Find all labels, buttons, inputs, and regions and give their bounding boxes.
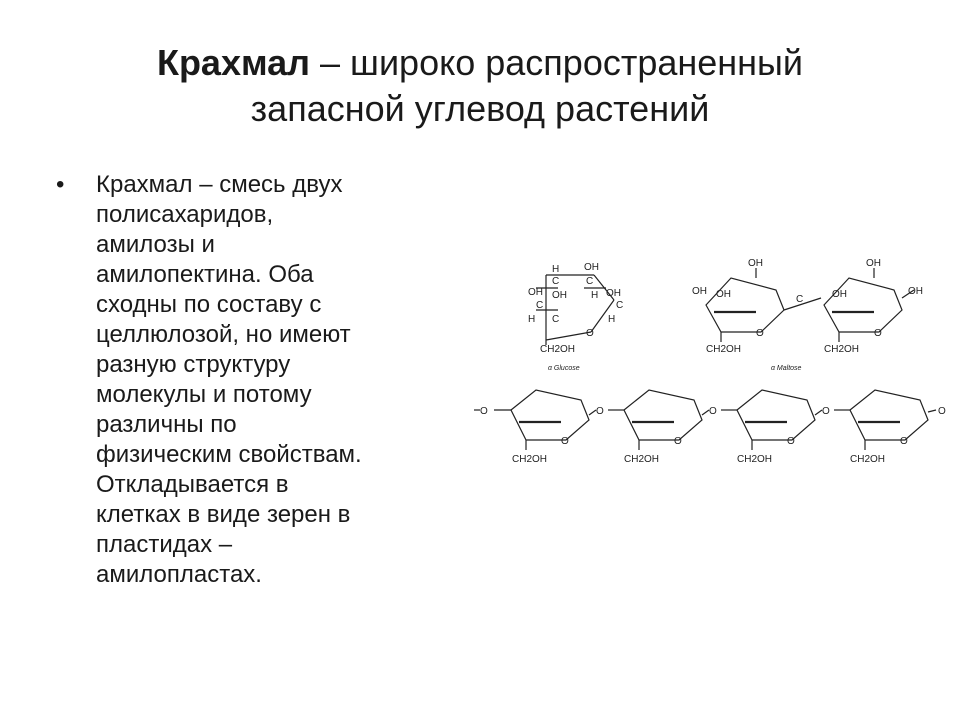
- group-label: OH: [832, 289, 847, 300]
- starch-structure-diagram: [466, 250, 956, 475]
- group-label: OH: [692, 286, 707, 297]
- group-label: CH2OH: [540, 344, 576, 355]
- atom-label: C: [552, 276, 560, 287]
- bullet-icon: •: [56, 171, 65, 198]
- atom-label: O: [480, 406, 488, 417]
- group-label: OH: [584, 262, 599, 273]
- caption-glucose: α Glucose: [548, 365, 580, 372]
- bullet-line: сходны по составу с: [96, 291, 322, 318]
- bullet-line: полисахаридов,: [96, 201, 274, 228]
- group-label: OH: [528, 287, 543, 298]
- title-rest: – широко распространенный: [310, 42, 804, 83]
- group-label: CH2OH: [737, 454, 773, 465]
- atom-label: O: [822, 406, 830, 417]
- atom-label: O: [874, 328, 882, 339]
- atom-label: C: [616, 300, 624, 311]
- amylose-chain: [474, 390, 936, 450]
- bullet-line: разную структуру: [96, 351, 291, 378]
- group-label: OH: [552, 290, 567, 301]
- group-label: OH: [866, 258, 881, 269]
- atom-label: O: [787, 436, 795, 447]
- caption-maltose: α Maltose: [771, 365, 802, 372]
- atom-label: C: [552, 314, 560, 325]
- atom-label: O: [596, 406, 604, 417]
- bullet-line: амилопектина. Оба: [96, 261, 314, 288]
- title-line-2: запасной углевод растений: [250, 88, 710, 129]
- group-label: CH2OH: [706, 344, 742, 355]
- bullet-line: целлюлозой, но имеют: [96, 321, 351, 348]
- group-label: CH2OH: [512, 454, 548, 465]
- atom-label: O: [561, 436, 569, 447]
- atom-label: O: [900, 436, 908, 447]
- group-label: CH2OH: [850, 454, 886, 465]
- atom-label: O: [674, 436, 682, 447]
- atom-label: O: [586, 328, 594, 339]
- bullet-line: молекулы и потому: [96, 381, 312, 408]
- atom-label: O: [709, 406, 717, 417]
- bullet-line: различны по: [96, 411, 237, 438]
- bullet-line: пластидах –: [96, 531, 233, 558]
- bullet-line: клетках в виде зерен в: [96, 501, 351, 528]
- atom-label: C: [586, 276, 594, 287]
- atom-label: H: [591, 290, 599, 301]
- slide-title: [0, 40, 960, 132]
- group-label: OH: [606, 288, 621, 299]
- bullet-text: [96, 170, 466, 590]
- bullet-line: физическим свойствам.: [96, 441, 362, 468]
- atom-label: H: [552, 264, 560, 275]
- atom-label: H: [528, 314, 536, 325]
- maltose-molecule: [706, 268, 914, 342]
- group-label: CH2OH: [624, 454, 660, 465]
- title-bold: Крахмал: [156, 42, 311, 83]
- bullet-line: амилозы и: [96, 231, 215, 258]
- bullet-line: Крахмал – смесь двух: [96, 171, 343, 198]
- atom-label: H: [608, 314, 616, 325]
- group-label: OH: [716, 289, 731, 300]
- atom-label: O: [756, 328, 764, 339]
- atom-label: C: [796, 294, 804, 305]
- atom-label: O: [938, 406, 946, 417]
- group-label: CH2OH: [824, 344, 860, 355]
- group-label: OH: [748, 258, 763, 269]
- bullet-line: Откладывается в: [96, 471, 289, 498]
- bullet-line: амилопластах.: [96, 561, 262, 588]
- atom-label: C: [536, 300, 544, 311]
- group-label: OH: [908, 286, 923, 297]
- glucose-molecule: [536, 275, 614, 345]
